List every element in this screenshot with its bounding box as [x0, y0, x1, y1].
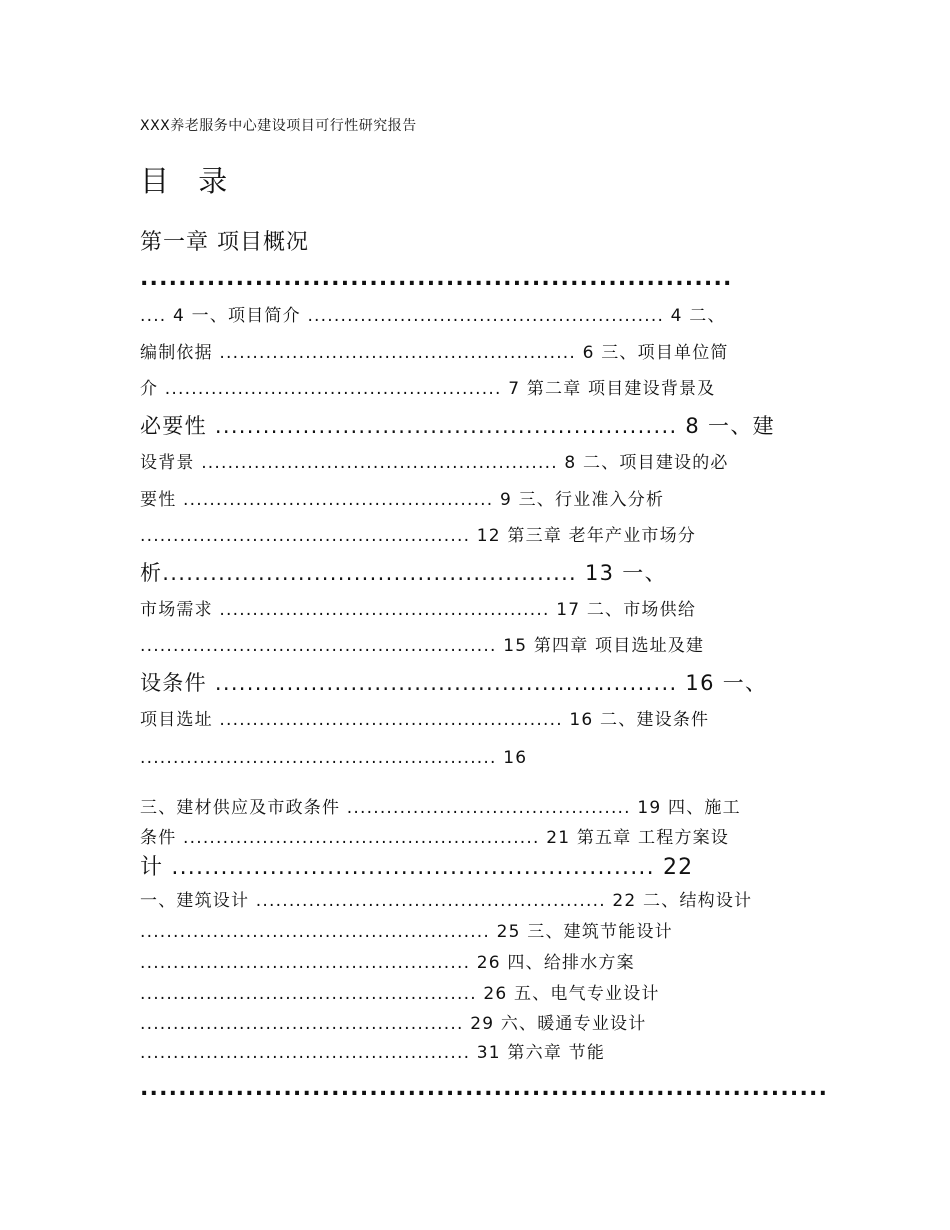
toc-line: 一、建筑设计 ..................................................... 22 二、结构设计 [140, 891, 753, 911]
toc-line: .................................................. 26 四、给排水方案 [140, 953, 635, 973]
toc-line: 必要性 .......................................................... 8 一、建 [140, 414, 775, 438]
toc-line: 设背景 ...................................................... 8 二、项目建设的必 [140, 453, 729, 473]
toc-line: 介 ................................................... 7 第二章 项目建设背景及 [140, 379, 716, 399]
toc-line: 设条件 .......................................................... 16 一、 [140, 671, 768, 695]
toc-line: 项目选址 .................................................... 16 二、建设条件 [140, 710, 710, 730]
toc-line: ...................................................... 15 第四章 项目选址及建 [140, 636, 705, 656]
toc-title: 目 录 [140, 164, 238, 198]
toc-line: 析.................................................... 13 一、 [140, 561, 667, 585]
toc-line: 编制依据 ...................................................... 6 三、项目单位简 [140, 343, 729, 363]
toc-line: 市场需求 .................................................. 17 二、市场供给 [140, 600, 697, 620]
toc-line: ..................................................... 25 三、建筑节能设计 [140, 922, 673, 942]
toc-line-chapter-1: 第一章 项目概况 [140, 230, 309, 255]
toc-line: 条件 ...................................................... 21 第五章 工程方案设 [140, 828, 730, 848]
toc-line: 三、建材供应及市政条件 ........................................... 19 四、施工 [140, 798, 741, 818]
toc-line: .................................................. 12 第三章 老年产业市场分 [140, 526, 697, 546]
toc-line: .... 4 一、项目简介 ...................................................... 4 二、 [140, 306, 726, 326]
toc-dot-leader: .............................................................. [140, 266, 733, 291]
toc-line: ................................................. 29 六、暖通专业设计 [140, 1014, 647, 1034]
document-header: XXX养老服务中心建设项目可行性研究报告 [140, 118, 417, 134]
toc-line: ................................................... 26 五、电气专业设计 [140, 984, 660, 1004]
toc-line: .................................................. 31 第六章 节能 [140, 1043, 606, 1063]
toc-line: 计 ........................................................... 22 [140, 855, 694, 880]
toc-dot-leader: ........................................................................ [140, 1076, 829, 1101]
toc-line: 要性 ............................................... 9 三、行业准入分析 [140, 490, 665, 510]
toc-line: ...................................................... 16 [140, 748, 528, 768]
